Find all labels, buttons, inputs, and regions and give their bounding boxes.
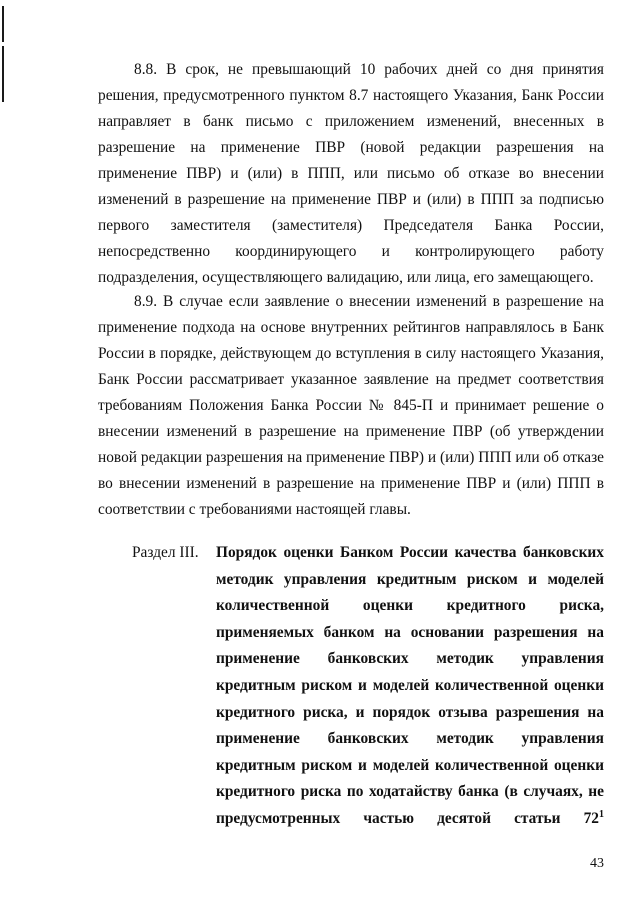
section-heading — [132, 540, 604, 833]
paragraph-8-9: 8.9. В случае если заявление о внесении изменений в разрешение на применение подхода на основе внутренних рейтингов направлялось в Банк России в порядке, действующем до вступления в силу настоящего Указания, Банк России рассматривает указанное заявление на предмет соответствия требованиям Положения Банка России № 845-П и принимает решение о внесении изменений в разрешение на применение ПВР (об утверждении новой редакции разрешения на применение ПВР) и (или) ППП или об отказе во внесении изменений в разрешение на применение ПВР и (или) ППП в соответствии с требованиями настоящей главы. — [98, 293, 604, 518]
section-title — [216, 540, 604, 833]
section-label: Раздел III. — [132, 544, 199, 561]
section-title-text: Порядок оценки Банком России качества банковских методик управления кредитным риском и моделей количественной оценки кредитного риска, применяемых банком на основании разрешения на применение банковских методик управления кредитным риском и моделей количественной оценки кредитного риска, и порядок отзыва разрешения на применение банковских методик управления кредитным риском и моделей количественной оценки кредитного риска по ходатайству банка (в случаях, не предусмотренных частью десятой статьи 72 — [216, 544, 604, 827]
footnote-superscript: 1 — [599, 808, 604, 820]
paragraph-8-8: 8.8. В срок, не превышающий 10 рабочих дней со дня принятия решения, предусмотренного пунктом 8.7 настоящего Указания, Банк России направляет в банк письмо с приложением изменений, внесенных в разрешение на применение ПВР (новой редакции разрешения на применение ПВР) и (или) в ППП, или письмо об отказе во внесении изменений в разрешение на применение ПВР и (или) в ППП за подписью первого заместителя (заместителя) Председателя Банка России, непосредственно координирующего и контролирующего работу подразделения, осуществляющего валидацию, или лица, его замещающего. — [98, 61, 604, 286]
page-number: 43 — [590, 856, 604, 871]
